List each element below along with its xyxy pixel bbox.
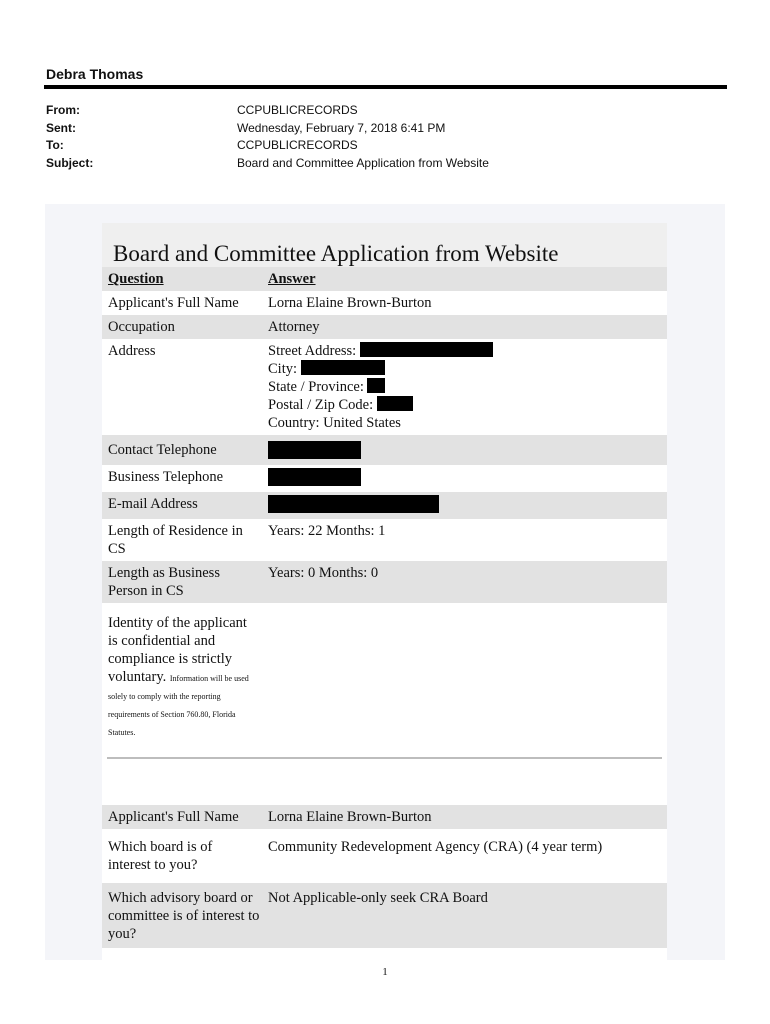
confidential-text: Identity of the applicant is confidential and compliance is strictly voluntary. — [108, 615, 247, 685]
table-row — [102, 435, 667, 465]
subject-value: Board and Committee Application from Website — [237, 155, 489, 170]
country-label: Country: United States — [268, 415, 401, 431]
table-row — [102, 948, 667, 960]
table-row — [102, 883, 667, 948]
address-answer — [268, 339, 667, 435]
application-form — [102, 223, 667, 960]
question-header: Question — [108, 271, 164, 287]
table-row — [102, 829, 667, 883]
header-sent — [46, 120, 489, 138]
table-row — [102, 291, 667, 315]
answer-cell — [268, 492, 667, 519]
question-cell: Business Telephone — [108, 469, 224, 485]
answer-cell — [268, 611, 667, 743]
city-label: City: — [268, 361, 298, 377]
redaction-block — [268, 468, 361, 486]
sender-name: Debra Thomas — [46, 66, 144, 82]
sent-label: Sent: — [46, 120, 76, 135]
page-number: 1 — [382, 966, 388, 978]
answer-cell: Attorney — [268, 319, 320, 335]
form-title: Board and Committee Application from Website — [102, 223, 667, 267]
answer-cell: Lorna Elaine Brown-Burton — [268, 809, 432, 825]
answer-header: Answer — [268, 271, 316, 287]
redaction-block — [377, 396, 413, 411]
header-from — [46, 102, 489, 120]
street-label: Street Address: — [268, 343, 357, 359]
question-cell: Applicant's Full Name — [108, 809, 239, 825]
subject-label: Subject: — [46, 155, 94, 170]
sent-value: Wednesday, February 7, 2018 6:41 PM — [237, 120, 446, 135]
question-cell: Length of Residence in CS — [108, 523, 243, 557]
question-cell: Applicant's Full Name — [108, 295, 239, 311]
answer-cell — [268, 955, 667, 960]
table-row — [102, 603, 667, 743]
from-value: CCPUBLICRECORDS — [237, 103, 358, 117]
answer-cell: Not Applicable-only seek CRA Board — [268, 890, 488, 906]
header-rule — [44, 85, 727, 89]
redaction-block — [268, 495, 439, 513]
answer-cell: Years: 0 Months: 0 — [268, 565, 379, 581]
confidential-fine-print: Information will be used solely to comply with the reporting requirements of Section 760.80, Florida Statutes. — [108, 674, 249, 737]
answer-cell: Community Redevelopment Agency (CRA) (4 year term) — [268, 839, 603, 855]
to-value: CCPUBLICRECORDS — [237, 138, 358, 152]
table-row — [102, 315, 667, 339]
answer-cell — [268, 438, 667, 465]
answer-cell: Years: 22 Months: 1 — [268, 523, 386, 539]
table-row — [102, 805, 667, 829]
confidential-notice — [102, 611, 268, 743]
redaction-block — [360, 342, 493, 357]
redaction-block — [268, 441, 361, 459]
question-cell — [102, 955, 268, 960]
table-row — [102, 339, 667, 435]
question-cell: Which board is of interest to you? — [108, 839, 213, 873]
to-label: To: — [46, 138, 64, 152]
email-body — [45, 204, 725, 960]
question-cell: Length as Business Person in CS — [108, 565, 220, 599]
question-cell: Occupation — [108, 319, 175, 335]
table-row — [102, 519, 667, 561]
table-row — [102, 561, 667, 603]
redaction-block — [367, 378, 385, 393]
question-cell: E-mail Address — [108, 496, 198, 512]
header-subject — [46, 155, 489, 173]
answer-cell: Lorna Elaine Brown-Burton — [268, 295, 432, 311]
answer-cell — [268, 465, 667, 492]
email-header — [46, 102, 489, 172]
state-label: State / Province: — [268, 379, 364, 395]
question-cell: Contact Telephone — [108, 442, 217, 458]
table-row — [102, 465, 667, 492]
postal-label: Postal / Zip Code: — [268, 397, 374, 413]
column-header-row — [102, 267, 667, 291]
question-cell: Address — [108, 343, 156, 359]
question-cell: Which advisory board or committee is of interest to you? — [108, 890, 260, 942]
table-row — [102, 492, 667, 519]
header-to — [46, 137, 489, 155]
from-label: From: — [46, 103, 80, 117]
redaction-block — [301, 360, 385, 375]
